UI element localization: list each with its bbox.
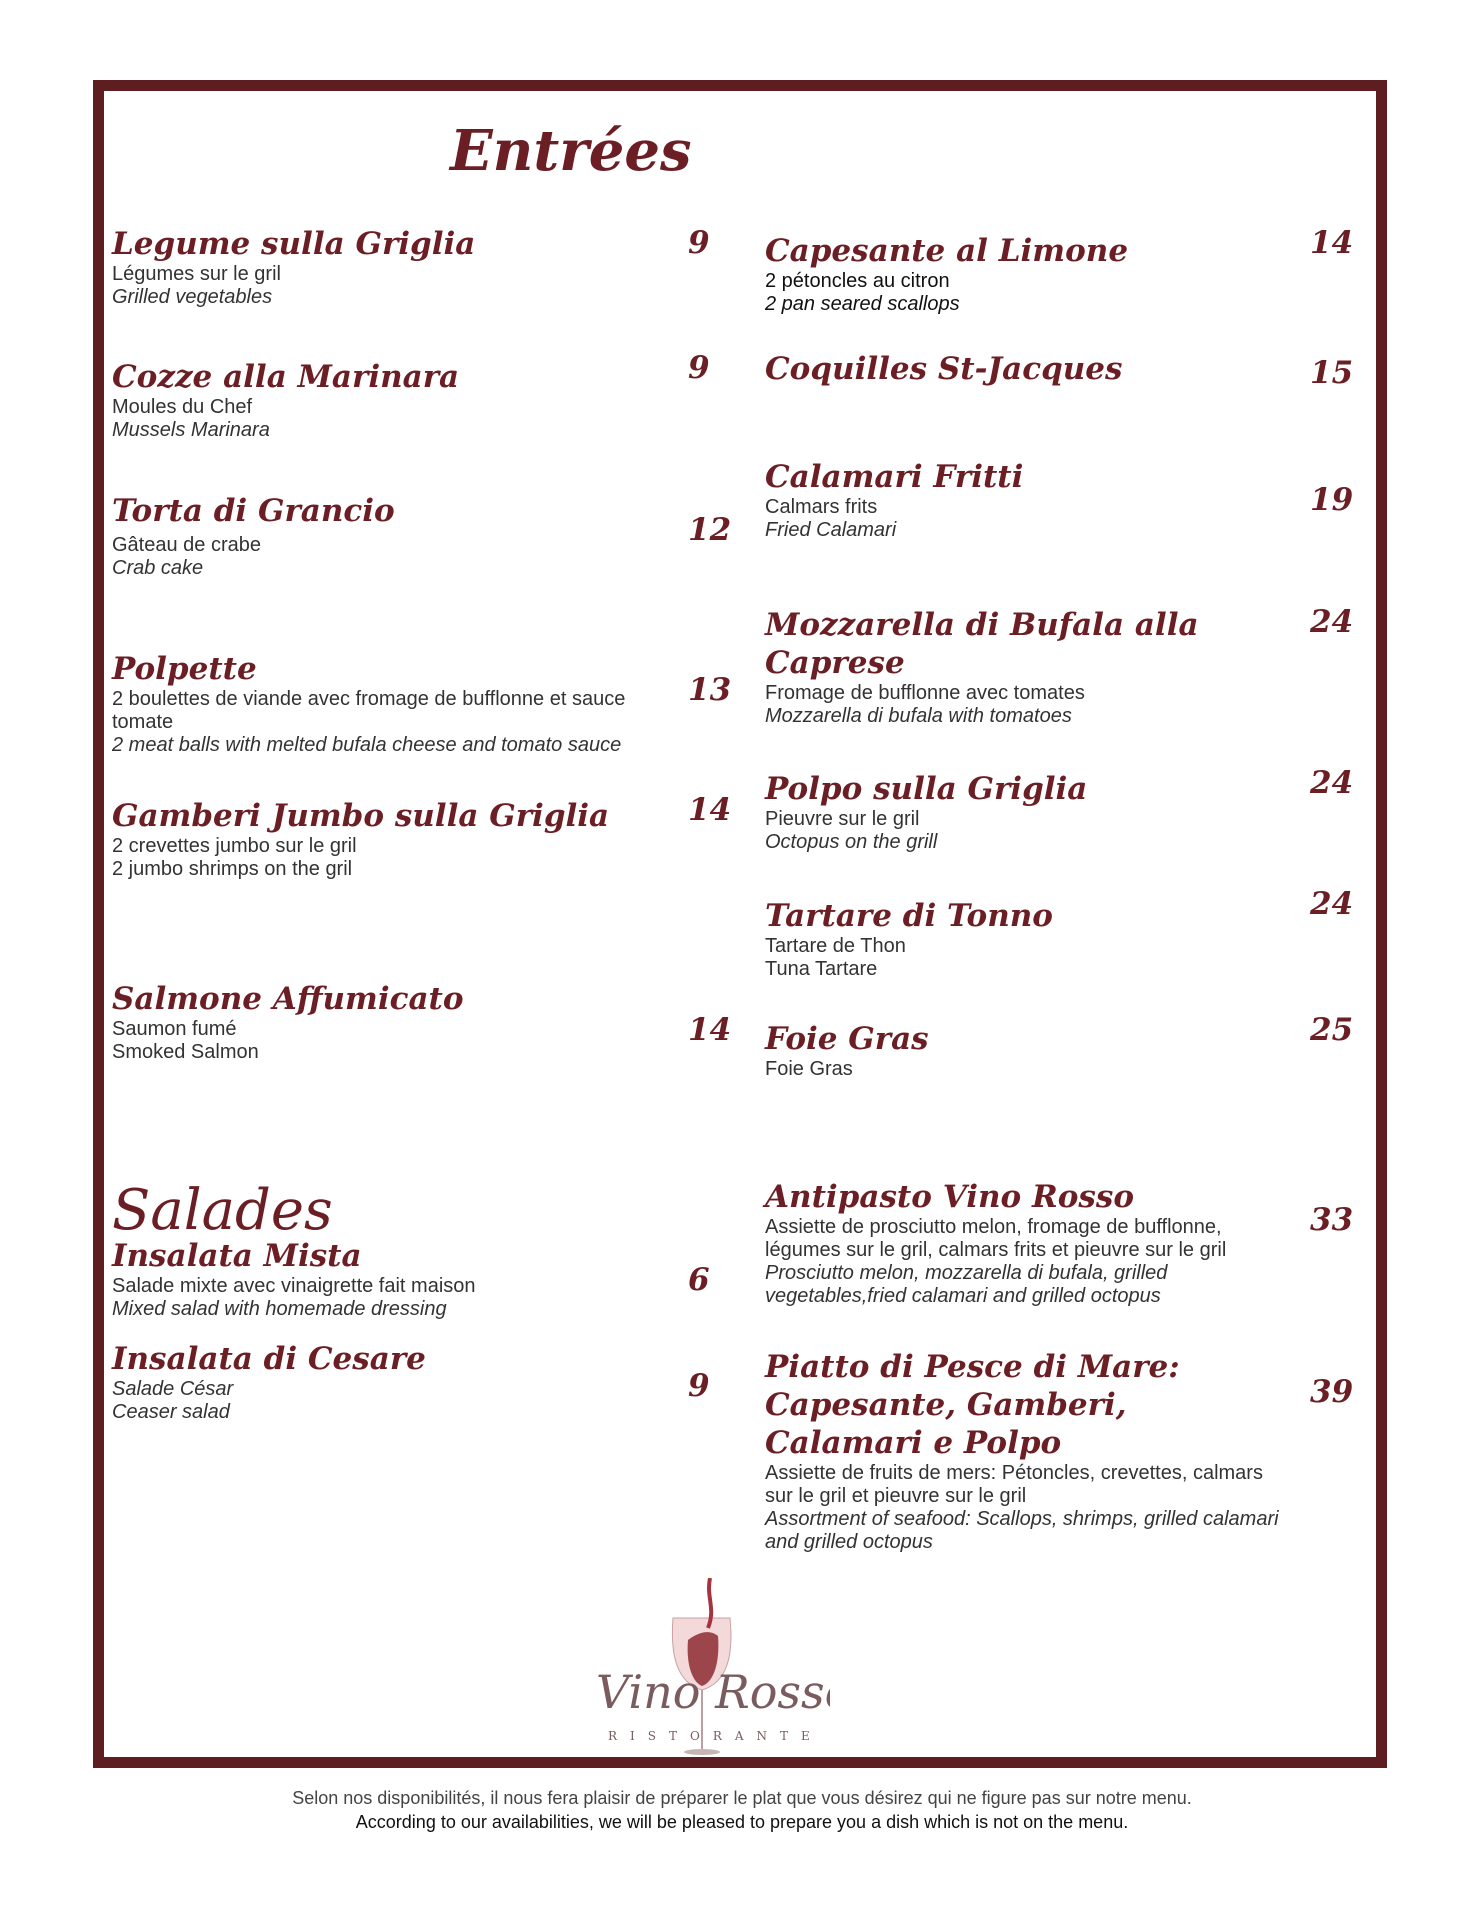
dish-price: 9 bbox=[688, 1368, 710, 1404]
dish-item bbox=[112, 1237, 632, 1321]
dish-description-en: Mozzarella di bufala with tomatoes bbox=[765, 705, 1072, 727]
dish-description-en: Fried Calamari bbox=[765, 519, 897, 541]
dish-name: Salmone Affumicato bbox=[112, 981, 464, 1017]
dish-description-fr: 2 pétoncles au citron bbox=[765, 270, 950, 292]
dish-item bbox=[765, 770, 1285, 854]
footer-note-en: According to our availabilities, we will be pleased to prepare you a dish which is not on the menu. bbox=[355, 1812, 1129, 1832]
dish-description-fr: Saumon fumé bbox=[112, 1018, 237, 1040]
dish-description-fr: Salade mixte avec vinaigrette fait maison bbox=[112, 1275, 476, 1297]
dish-name: Legume sulla Griglia bbox=[112, 226, 476, 262]
dish-price: 12 bbox=[688, 512, 732, 548]
dish-item bbox=[765, 1348, 1285, 1554]
dish-description-fr: Fromage de bufflonne avec tomates bbox=[765, 682, 1085, 704]
dish-item bbox=[112, 225, 632, 309]
dish-description-en: Grilled vegetables bbox=[112, 286, 273, 308]
dish-item bbox=[765, 897, 1285, 981]
dish-item bbox=[765, 458, 1285, 542]
dish-description-fr: Gâteau de crabe bbox=[112, 534, 261, 556]
dish-name: Calamari Fritti bbox=[765, 459, 1024, 495]
restaurant-logo bbox=[578, 1578, 830, 1758]
dish-name: Torta di Grancio bbox=[112, 493, 395, 529]
dish-price: 14 bbox=[688, 792, 732, 828]
dish-name: Piatto di Pesce di Mare: Capesante, Gamberi, Calamari e Polpo bbox=[765, 1349, 1180, 1461]
dish-item bbox=[112, 358, 632, 442]
dish-description-fr: Assiette de prosciutto melon, fromage de bufflonne, légumes sur le gril, calmars frits et pieuvre sur le gril bbox=[765, 1216, 1227, 1261]
dish-name: Polpo sulla Griglia bbox=[765, 771, 1088, 807]
dish-name: Polpette bbox=[112, 651, 257, 687]
dish-price: 6 bbox=[688, 1262, 710, 1298]
dish-price: 13 bbox=[688, 672, 732, 708]
dish-description-fr: Légumes sur le gril bbox=[112, 263, 281, 285]
section-title-salades: Salades bbox=[112, 1178, 333, 1243]
dish-name: Antipasto Vino Rosso bbox=[765, 1179, 1135, 1215]
dish-name: Foie Gras bbox=[765, 1021, 929, 1057]
dish-description-fr: Moules du Chef bbox=[112, 396, 253, 418]
dish-price: 25 bbox=[1310, 1012, 1354, 1048]
dish-name: Mozzarella di Bufala alla Caprese bbox=[765, 607, 1199, 681]
dish-price: 14 bbox=[1310, 225, 1354, 261]
dish-description-en: Prosciutto melon, mozzarella di bufala, grilled vegetables,fried calamari and grilled octopus bbox=[765, 1262, 1168, 1307]
dish-price: 33 bbox=[1310, 1202, 1354, 1238]
dish-price: 9 bbox=[688, 225, 710, 261]
dish-item bbox=[112, 650, 632, 757]
dish-description-en: Crab cake bbox=[112, 557, 204, 579]
dish-name: Insalata Mista bbox=[112, 1238, 362, 1274]
dish-description-en: Ceaser salad bbox=[112, 1401, 230, 1423]
dish-price: 9 bbox=[688, 350, 710, 386]
dish-price: 19 bbox=[1310, 482, 1354, 518]
dish-description-fr: Pieuvre sur le gril bbox=[765, 808, 920, 830]
dish-description-en: Tuna Tartare bbox=[765, 958, 878, 980]
dish-description-en: 2 meat balls with melted bufala cheese and tomato sauce bbox=[112, 734, 622, 756]
dish-name: Gamberi Jumbo sulla Griglia bbox=[112, 798, 610, 834]
dish-item bbox=[765, 350, 1285, 388]
dish-name: Insalata di Cesare bbox=[112, 1341, 426, 1377]
dish-description-fr: Calmars frits bbox=[765, 496, 878, 518]
dish-price: 24 bbox=[1310, 604, 1354, 640]
dish-description-fr: Assiette de fruits de mers: Pétoncles, crevettes, calmars sur le gril et pieuvre sur le gril bbox=[765, 1462, 1263, 1507]
dish-price: 24 bbox=[1310, 765, 1354, 801]
dish-description-fr: Foie Gras bbox=[765, 1058, 853, 1080]
dish-description-en: Smoked Salmon bbox=[112, 1041, 259, 1063]
dish-description-en: Mussels Marinara bbox=[112, 419, 270, 441]
dish-item bbox=[765, 232, 1285, 316]
dish-name: Capesante al Limone bbox=[765, 233, 1129, 269]
dish-item bbox=[765, 1020, 1285, 1081]
page-title: Entrées bbox=[450, 118, 692, 184]
logo-subtext: RISTORANTE bbox=[608, 1729, 823, 1743]
logo-text: Vino Rosso bbox=[596, 1665, 830, 1719]
dish-item bbox=[112, 980, 632, 1064]
dish-price: 15 bbox=[1310, 355, 1354, 391]
dish-item bbox=[112, 1340, 632, 1424]
dish-description-en: Mixed salad with homemade dressing bbox=[112, 1298, 447, 1320]
dish-item bbox=[112, 492, 632, 580]
dish-price: 14 bbox=[688, 1012, 732, 1048]
dish-description-fr: Tartare de Thon bbox=[765, 935, 906, 957]
dish-description-fr: 2 boulettes de viande avec fromage de bufflonne et sauce tomate bbox=[112, 688, 626, 733]
dish-name: Tartare di Tonno bbox=[765, 898, 1053, 934]
dish-price: 24 bbox=[1310, 886, 1354, 922]
dish-item bbox=[765, 606, 1285, 728]
dish-item bbox=[765, 1178, 1285, 1308]
dish-description-en: 2 pan seared scallops bbox=[765, 293, 960, 315]
dish-name: Cozze alla Marinara bbox=[112, 359, 460, 395]
dish-description-en: Assortment of seafood: Scallops, shrimps, grilled calamari and grilled octopus bbox=[765, 1508, 1279, 1553]
wine-glass-icon bbox=[578, 1578, 830, 1758]
dish-item bbox=[112, 797, 632, 881]
footer-note-fr: Selon nos disponibilités, il nous fera plaisir de préparer le plat que vous désirez qui ne figure pas sur notre menu. bbox=[292, 1788, 1192, 1808]
dish-price: 39 bbox=[1310, 1374, 1354, 1410]
dish-description-en: 2 jumbo shrimps on the gril bbox=[112, 858, 353, 880]
dish-description-en: Octopus on the grill bbox=[765, 831, 938, 853]
dish-description-fr: Salade César bbox=[112, 1378, 234, 1400]
dish-description-fr: 2 crevettes jumbo sur le gril bbox=[112, 835, 357, 857]
dish-name: Coquilles St-Jacques bbox=[765, 351, 1123, 387]
